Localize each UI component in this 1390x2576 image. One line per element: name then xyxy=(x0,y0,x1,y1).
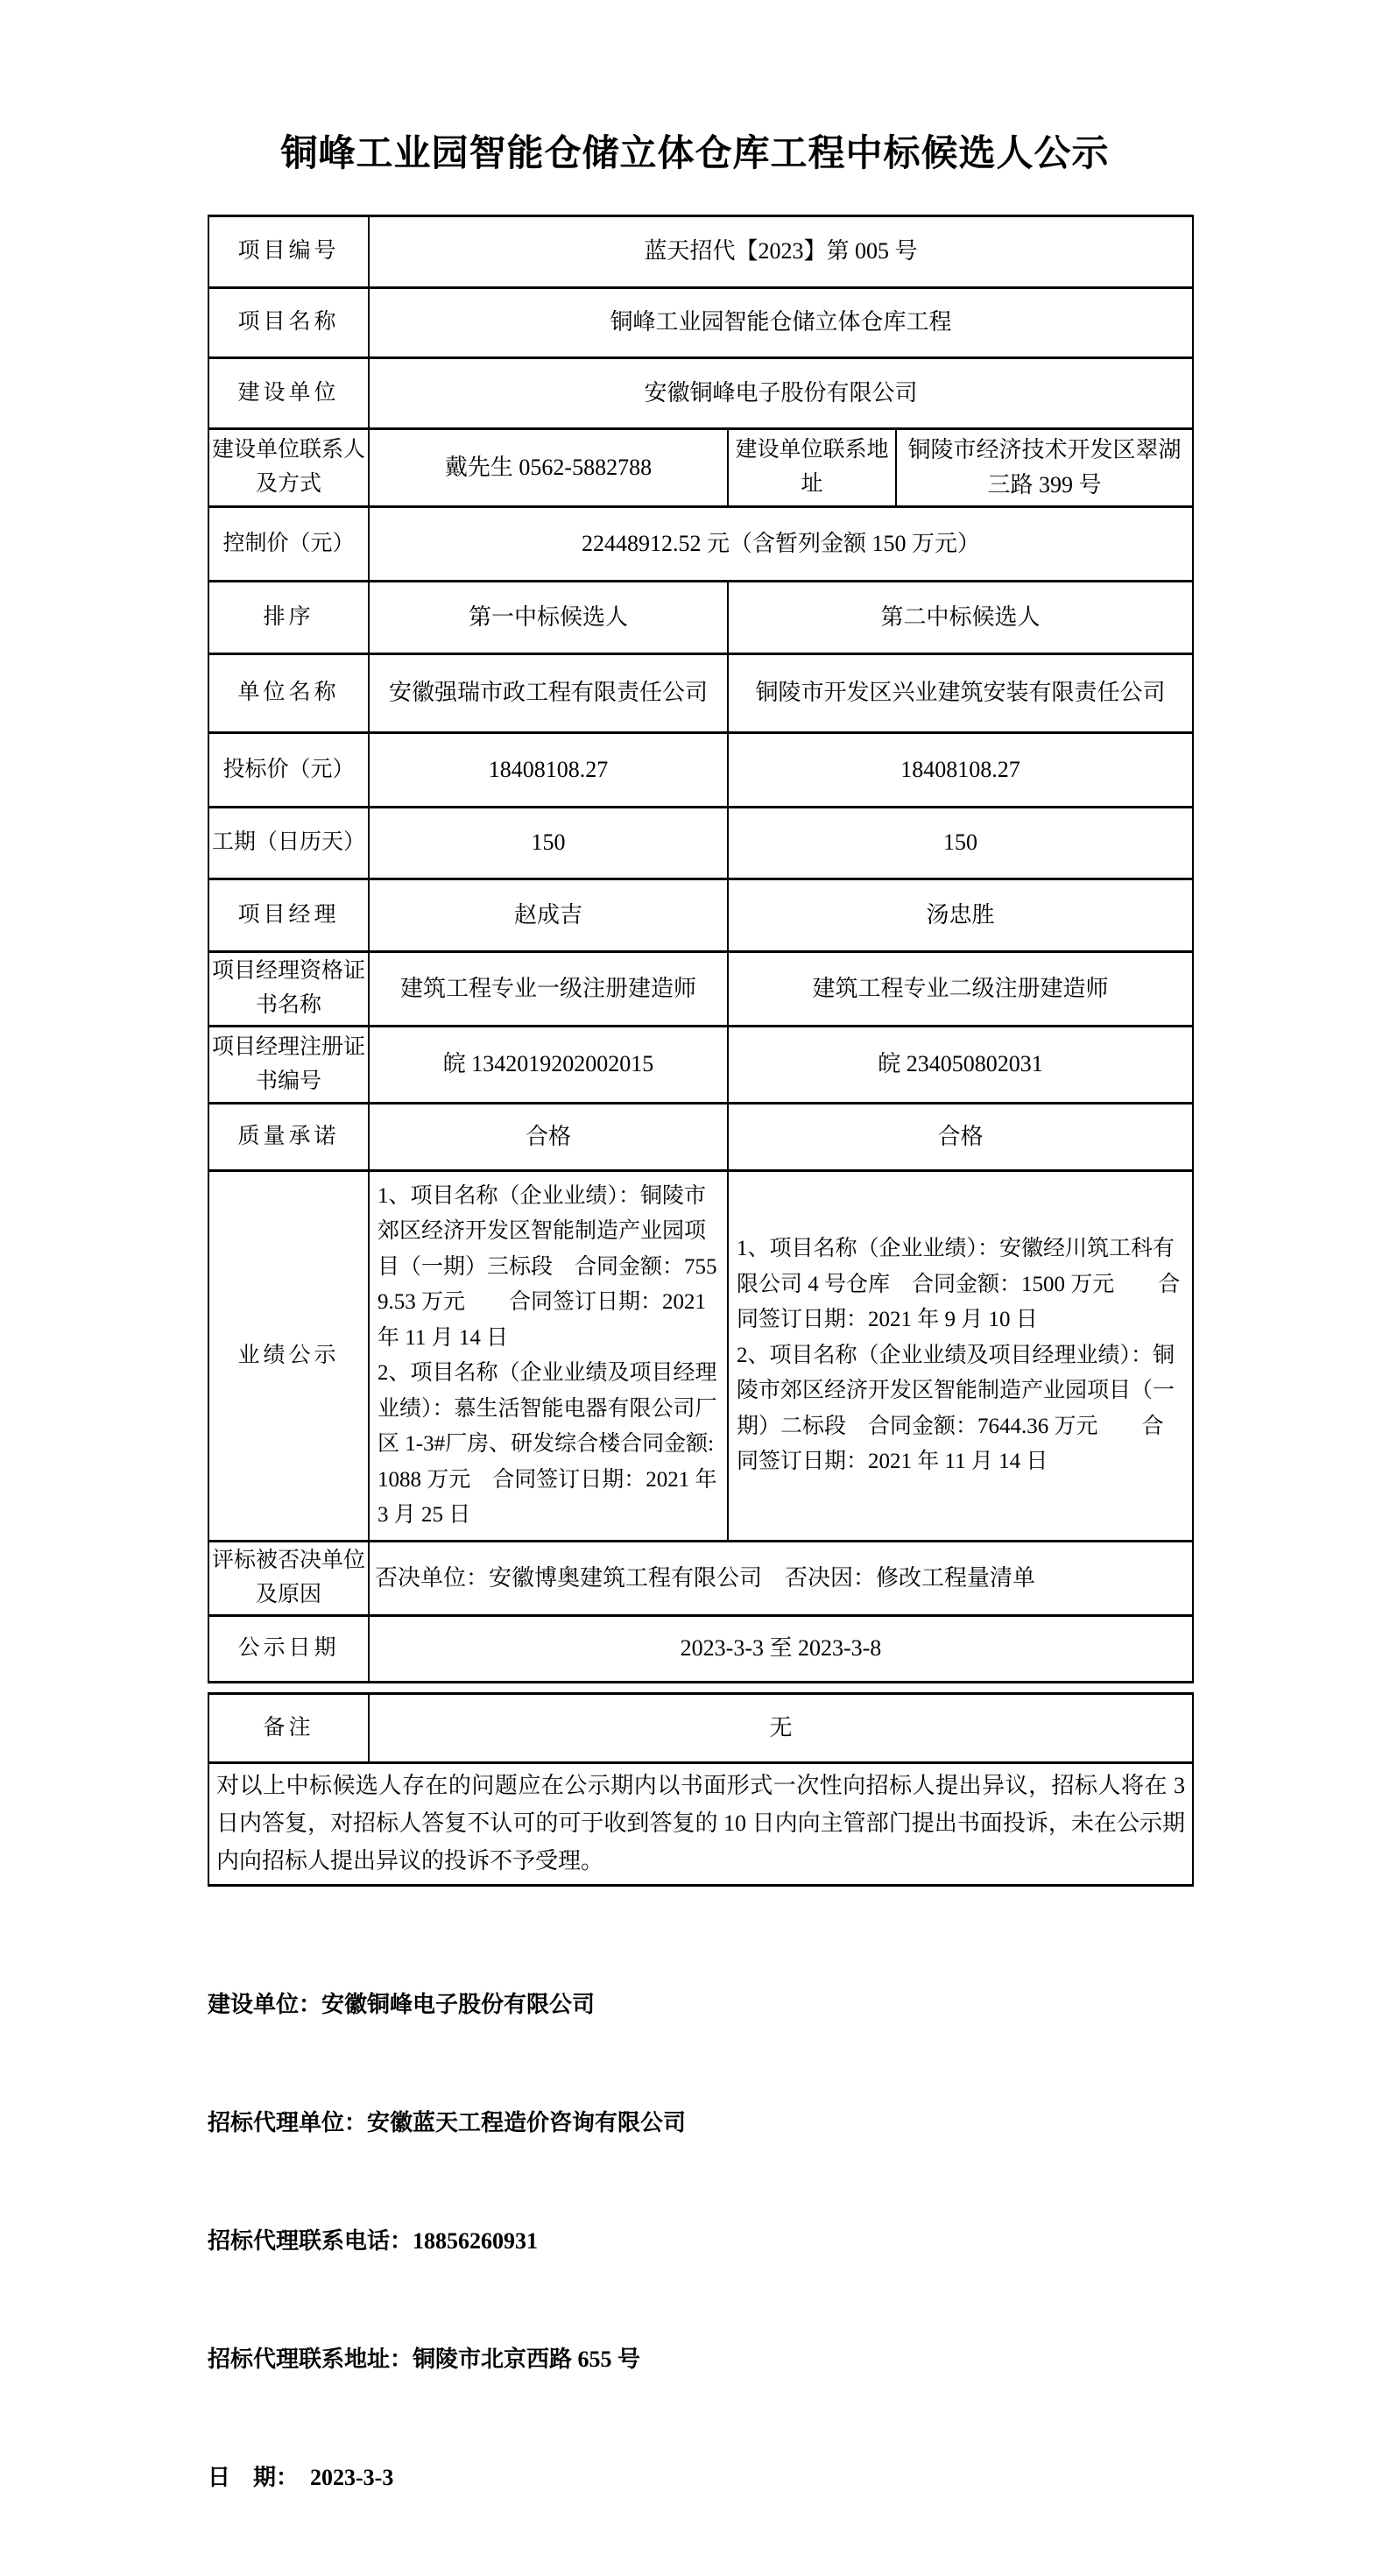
contact-label: 建设单位联系人及方式 xyxy=(208,429,369,507)
main-table xyxy=(208,215,1194,1683)
bid-price-candidate-2: 18408108.27 xyxy=(728,733,1193,808)
quality-candidate-2: 合格 xyxy=(728,1104,1193,1171)
quality-label: 质量承诺 xyxy=(208,1104,369,1171)
table-row-contact xyxy=(208,429,1193,507)
footer-agency-phone-line: 招标代理联系电话：18856260931 xyxy=(208,2228,539,2254)
table-row-company xyxy=(208,654,1193,733)
cert-name-candidate-1: 建筑工程专业一级注册建造师 xyxy=(369,952,728,1027)
manager-label: 项目经理 xyxy=(208,879,369,952)
remark-label: 备注 xyxy=(208,1694,369,1763)
performance-candidate-2 xyxy=(728,1171,1193,1542)
objection-notice-text: 对以上中标候选人存在的问题应在公示期内以书面形式一次性向招标人提出异议，招标人将在 3 日内答复，对招标人答复不认可的可于收到答复的 10 日内向主管部门提出书面投诉，未在公示期内向招标人提出异议的投诉不予受理。 xyxy=(208,1763,1193,1886)
rank-label: 排序 xyxy=(208,582,369,654)
rejection-value: 否决单位：安徽博奥建筑工程有限公司 否决因：修改工程量清单 xyxy=(369,1542,1193,1616)
company-candidate-1: 安徽强瑞市政工程有限责任公司 xyxy=(369,654,728,733)
performance-c1-item-1: 1、项目名称（企业业绩）：铜陵市郊区经济开发区智能制造产业园项目（一期）三标段 合同金额：7559.53 万元 合同签订日期：2021 年 11 月 14 日 xyxy=(377,1183,717,1350)
owner-label: 建设单位 xyxy=(208,358,369,429)
cert-no-candidate-2: 皖 234050802031 xyxy=(728,1027,1193,1104)
publicity-date-label: 公示日期 xyxy=(208,1615,369,1682)
control-price-value: 22448912.52 元（含暂列金额 150 万元） xyxy=(369,507,1193,582)
footer-date-line: 日 期： 2023-3-3 xyxy=(208,2465,394,2490)
cert-no-candidate-1: 皖 1342019202002015 xyxy=(369,1027,728,1104)
page-title: 铜峰工业园智能仓储立体仓库工程中标候选人公示 xyxy=(280,134,1110,174)
manager-candidate-2: 汤忠胜 xyxy=(728,879,1193,952)
table-row-cert-no xyxy=(208,1027,1193,1104)
remark-value: 无 xyxy=(369,1694,1193,1763)
table-row-cert-name xyxy=(208,952,1193,1027)
table-row-remark xyxy=(208,1694,1193,1763)
table-row-performance xyxy=(208,1171,1193,1542)
footer-agency-line: 招标代理单位：安徽蓝天工程造价咨询有限公司 xyxy=(208,2110,687,2135)
table-row-publicity-date xyxy=(208,1615,1193,1682)
table-row-notice xyxy=(208,1763,1193,1886)
table-row-bid-price xyxy=(208,733,1193,808)
table-row-rejection xyxy=(208,1542,1193,1616)
duration-candidate-2: 150 xyxy=(728,808,1193,879)
performance-candidate-1 xyxy=(369,1171,728,1542)
footer-agency-address-line: 招标代理联系地址：铜陵市北京西路 655 号 xyxy=(208,2347,641,2372)
table-row-project-name xyxy=(208,288,1193,358)
owner-value: 安徽铜峰电子股份有限公司 xyxy=(369,358,1193,429)
duration-candidate-1: 150 xyxy=(369,808,728,879)
footer-block xyxy=(208,1906,686,2576)
publicity-date-value: 2023-3-3 至 2023-3-8 xyxy=(369,1615,1193,1682)
duration-label: 工期（日历天） xyxy=(208,808,369,879)
control-price-label: 控制价（元） xyxy=(208,507,369,582)
performance-label: 业绩公示 xyxy=(208,1171,369,1542)
table-row-manager xyxy=(208,879,1193,952)
contact-address-label: 建设单位联系地址 xyxy=(728,429,896,507)
project-name-value: 铜峰工业园智能仓储立体仓库工程 xyxy=(369,288,1193,358)
project-name-label: 项目名称 xyxy=(208,288,369,358)
table-row-project-no xyxy=(208,216,1193,288)
contact-value: 戴先生 0562-5882788 xyxy=(369,429,728,507)
project-no-value: 蓝天招代【2023】第 005 号 xyxy=(369,216,1193,288)
cert-name-candidate-2: 建筑工程专业二级注册建造师 xyxy=(728,952,1193,1027)
table-row-quality xyxy=(208,1104,1193,1171)
cert-no-label: 项目经理注册证书编号 xyxy=(208,1027,369,1104)
rank-candidate-2: 第二中标候选人 xyxy=(728,582,1193,654)
contact-address-value: 铜陵市经济技术开发区翠湖三路 399 号 xyxy=(896,429,1193,507)
manager-candidate-1: 赵成吉 xyxy=(369,879,728,952)
performance-c2-item-1: 1、项目名称（企业业绩）：安徽经川筑工科有限公司 4 号仓库 合同金额：1500 万元 合同签订日期：2021 年 9 月 10 日 xyxy=(737,1237,1181,1332)
cert-name-label: 项目经理资格证书名称 xyxy=(208,952,369,1027)
table-row-duration xyxy=(208,808,1193,879)
bid-price-candidate-1: 18408108.27 xyxy=(369,733,728,808)
rank-candidate-1: 第一中标候选人 xyxy=(369,582,728,654)
company-candidate-2: 铜陵市开发区兴业建筑安装有限责任公司 xyxy=(728,654,1193,733)
bid-price-label: 投标价（元） xyxy=(208,733,369,808)
table-row-control-price xyxy=(208,507,1193,582)
rejection-label: 评标被否决单位及原因 xyxy=(208,1542,369,1616)
performance-c1-item-2: 2、项目名称（企业业绩及项目经理业绩）：慕生活智能电器有限公司厂区 1-3#厂房、研发综合楼合同金额:1088 万元 合同签订日期：2021 年 3 月 25 日 xyxy=(377,1361,717,1527)
footer-owner-line: 建设单位：安徽铜峰电子股份有限公司 xyxy=(208,1992,596,2017)
table-row-owner xyxy=(208,358,1193,429)
project-no-label: 项目编号 xyxy=(208,216,369,288)
quality-candidate-1: 合格 xyxy=(369,1104,728,1171)
remark-table xyxy=(208,1692,1194,1887)
table-row-rank xyxy=(208,582,1193,654)
company-label: 单位名称 xyxy=(208,654,369,733)
performance-c2-item-2: 2、项目名称（企业业绩及项目经理业绩）：铜陵市郊区经济开发区智能制造产业园项目（一期）二标段 合同金额：7644.36 万元 合同签订日期：2021 年 11 月 14 日 xyxy=(737,1343,1175,1474)
